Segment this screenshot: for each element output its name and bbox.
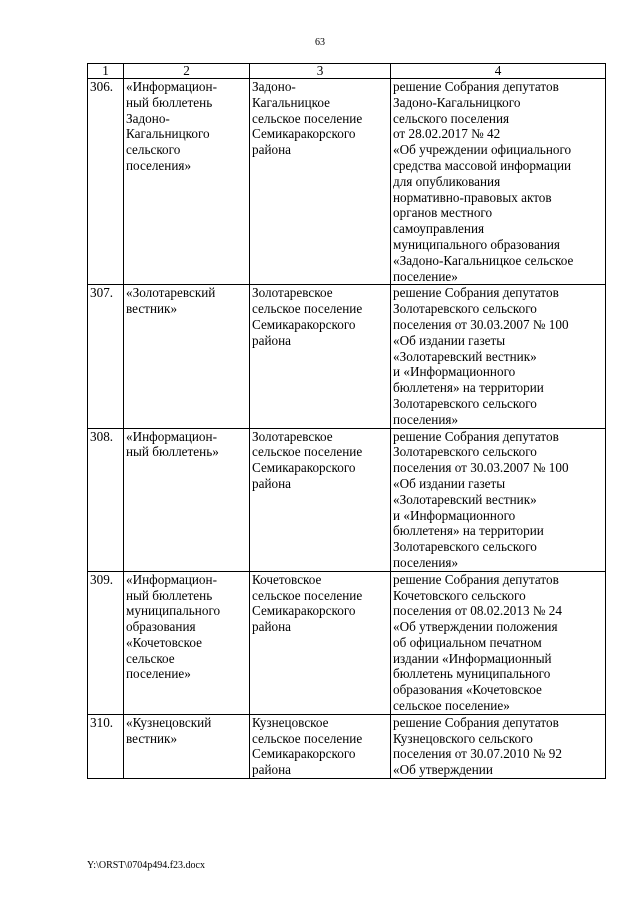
table-row [88,571,606,714]
legal-basis: решение Собрания депутатов Кузнецовского сельского поселения от 30.07.2010 № 92 «Об утверждении [391,714,606,778]
publication-name: «Информацион- ный бюллетень муниципального образования «Кочетовское сельское поселение» [124,571,250,714]
column-header-4: 4 [391,64,606,79]
table-row [88,428,606,571]
column-header-1: 1 [88,64,124,79]
table-row [88,285,606,428]
row-number: 310. [88,714,124,778]
legal-basis: решение Собрания депутатов Золотаревского сельского поселения от 30.03.2007 № 100 «Об издании газеты «Золотаревский вестник» и «Информационного бюллетеня» на территории Золотаревского сельского поселения» [391,428,606,571]
table-header-row [88,64,606,79]
column-header-2: 2 [124,64,250,79]
table-row [88,79,606,285]
publication-name: «Информацион- ный бюллетень» [124,428,250,571]
legal-basis: решение Собрания депутатов Кочетовского сельского поселения от 08.02.2013 № 24 «Об утверждении положения об официальном печатном издании «Информационный бюллетень муниципального образования «Кочетовское сельское поселение» [391,571,606,714]
publication-name: «Золотаревский вестник» [124,285,250,428]
page-number: 63 [315,37,325,48]
legal-basis: решение Собрания депутатов Золотаревского сельского поселения от 30.03.2007 № 100 «Об издании газеты «Золотаревский вестник» и «Информационного бюллетеня» на территории Золотаревского сельского поселения» [391,285,606,428]
row-number: 307. [88,285,124,428]
territory: Кочетовское сельское поселение Семикаракорского района [250,571,391,714]
territory: Золотаревское сельское поселение Семикаракорского района [250,285,391,428]
publication-name: «Кузнецовский вестник» [124,714,250,778]
publication-name: «Информацион- ный бюллетень Задоно- Кагальницкого сельского поселения» [124,79,250,285]
row-number: 309. [88,571,124,714]
territory: Задоно- Кагальницкое сельское поселение Семикаракорского района [250,79,391,285]
row-number: 306. [88,79,124,285]
column-header-3: 3 [250,64,391,79]
row-number: 308. [88,428,124,571]
table-row [88,714,606,778]
territory: Кузнецовское сельское поселение Семикаракорского района [250,714,391,778]
territory: Золотаревское сельское поселение Семикаракорского района [250,428,391,571]
registry-table [87,63,606,779]
legal-basis: решение Собрания депутатов Задоно-Кагальницкого сельского поселения от 28.02.2017 № 42 «Об учреждении официального средства массовой информации для опубликования нормативно-правовых актов органов местного самоуправления муниципального образования «Задоно-Кагальницкое сельское поселение» [391,79,606,285]
file-path-footer: Y:\ORST\0704p494.f23.docx [87,860,205,871]
